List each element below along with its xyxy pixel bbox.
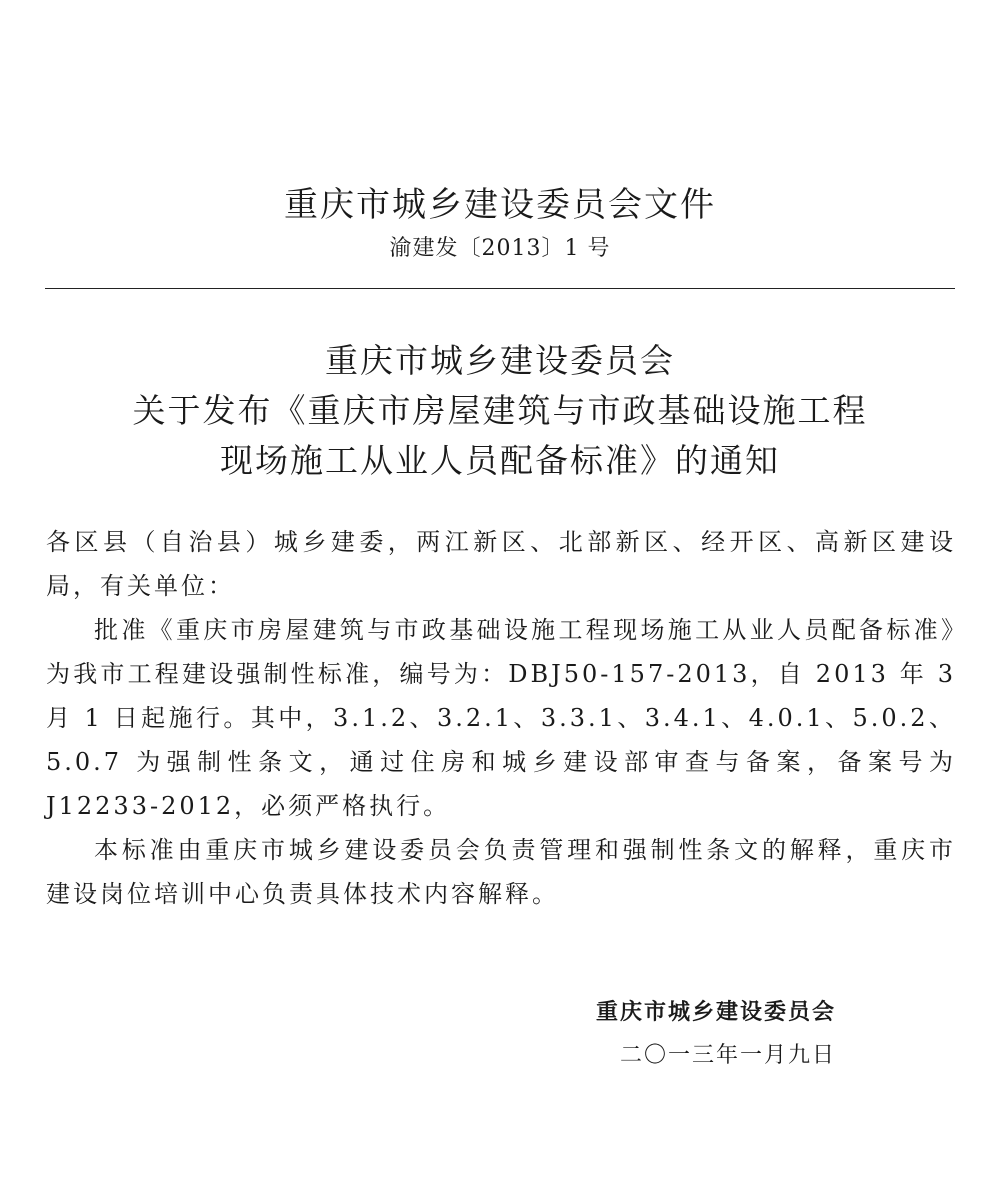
addressee: 各区县（自治县）城乡建委，两江新区、北部新区、经开区、高新区建设局，有关单位： [46,528,956,600]
signing-organization: 重庆市城乡建设委员会 [596,999,837,1025]
document-number: 渝建发〔2013〕1 号 [389,236,611,261]
issuer-heading: 重庆市城乡建设委员会文件 [284,185,716,225]
signature-block [560,990,940,1078]
notice-title [0,336,1000,486]
notice-title-line-3: 现场施工从业人员配备标准》的通知 [220,441,780,480]
notice-title-line-1: 重庆市城乡建设委员会 [325,341,675,380]
header-divider [45,288,955,289]
notice-body [46,520,956,916]
signing-date: 二〇一三年一月九日 [620,1043,837,1068]
body-paragraph-2: 本标准由重庆市城乡建设委员会负责管理和强制性条文的解释，重庆市建设岗位培训中心负责具体技术内容解释。 [46,836,956,908]
notice-title-line-2: 关于发布《重庆市房屋建筑与市政基础设施工程 [132,391,868,430]
body-paragraph-1: 批准《重庆市房屋建筑与市政基础设施工程现场施工从业人员配备标准》为我市工程建设强制性标准，编号为：DBJ50-157-2013，自 2013 年 3 月 1 日起施行。其中，3.1.2、3.2.1、3.3.1、3.4.1、4.0.1、5.0.2、5.0.7 为强制性条文，通过住房和城乡建设部审查与备案，备案号为 J12233-2012，必须严格执行。 [46,616,956,820]
